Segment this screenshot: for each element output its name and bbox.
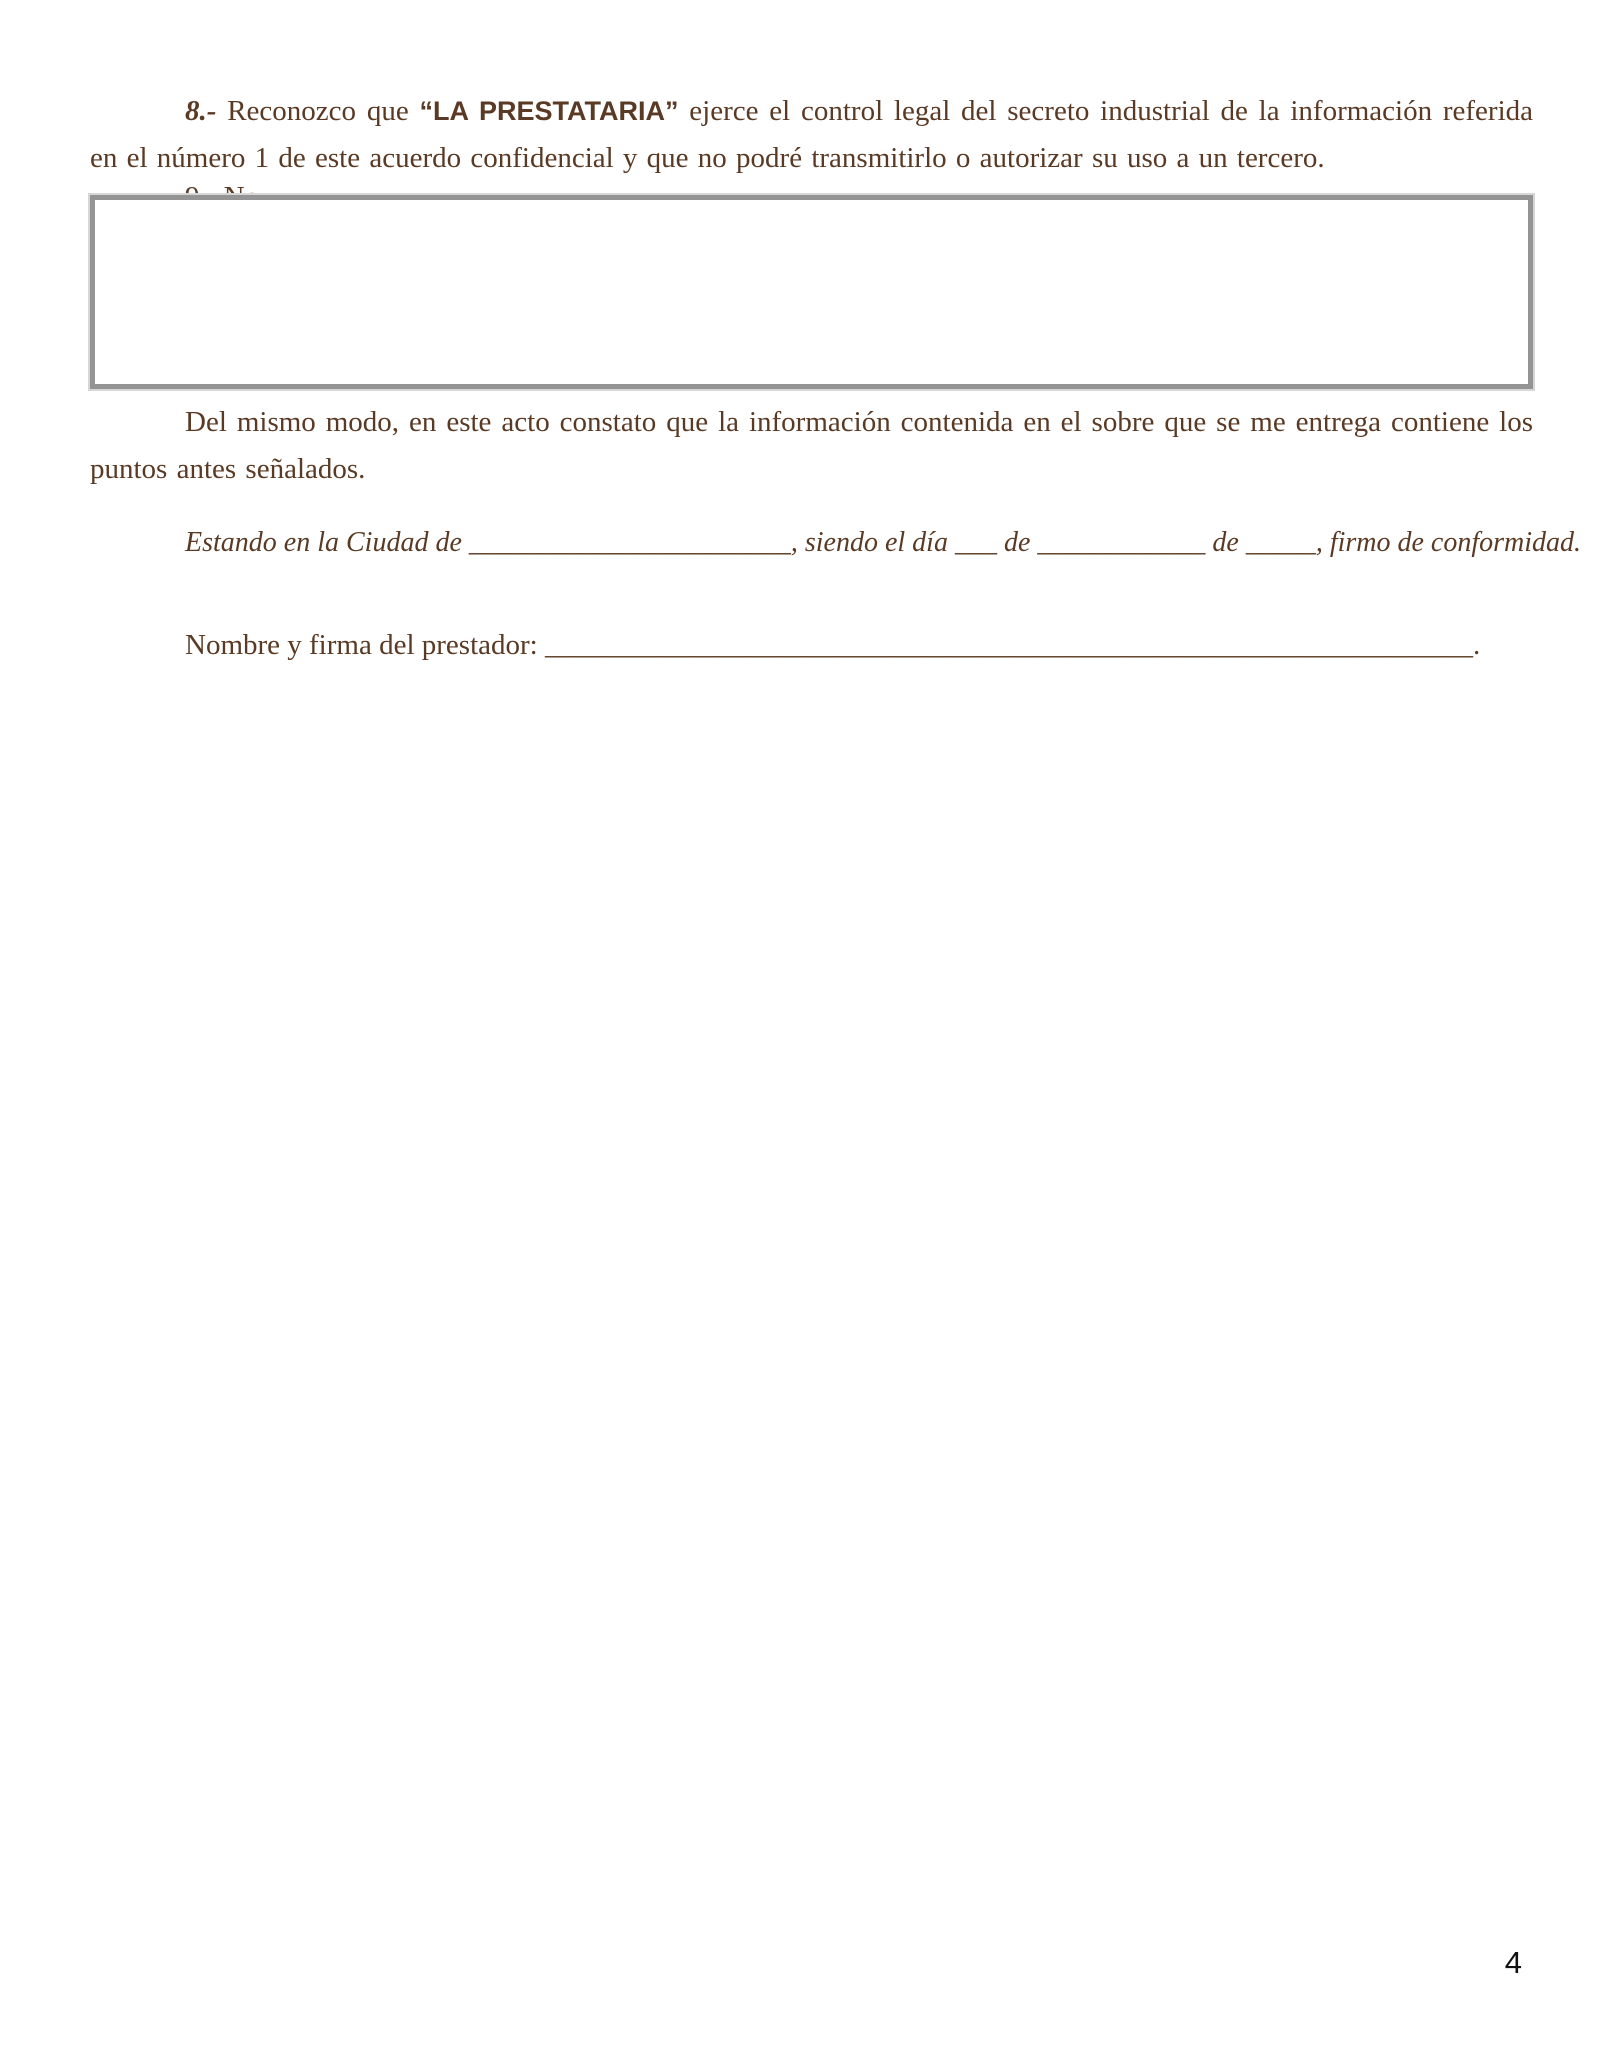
name-signature-line: Nombre y firma del prestador: ________________________________________________________________.	[185, 629, 1481, 661]
clause-8-number: 8.-	[185, 95, 217, 127]
city-date-signature-line: Estando en la Ciudad de _______________________, siendo el día ___ de ____________ de _____, firmo de conformidad.	[185, 527, 1582, 558]
obscured-clause-row	[90, 174, 1533, 389]
page-number: 4	[1504, 1945, 1522, 1980]
confirmation-paragraph: Del mismo modo, en este acto constato que la información contenida en el sobre que se me entrega contiene los puntos antes señalados.	[90, 406, 1533, 485]
company-term: “LA PRESTATARIA”	[419, 96, 679, 126]
clause-8-text-before-term: Reconozco que	[216, 95, 420, 127]
clause-8-paragraph	[90, 88, 1533, 182]
clause-8-text-after-term: ejerce el control legal del secreto industrial de la información referida en el número 1 de este acuerdo confidencial y que no podré transmitirlo o autorizar su uso a un tercero.	[90, 95, 1534, 174]
empty-text-box	[90, 195, 1533, 389]
